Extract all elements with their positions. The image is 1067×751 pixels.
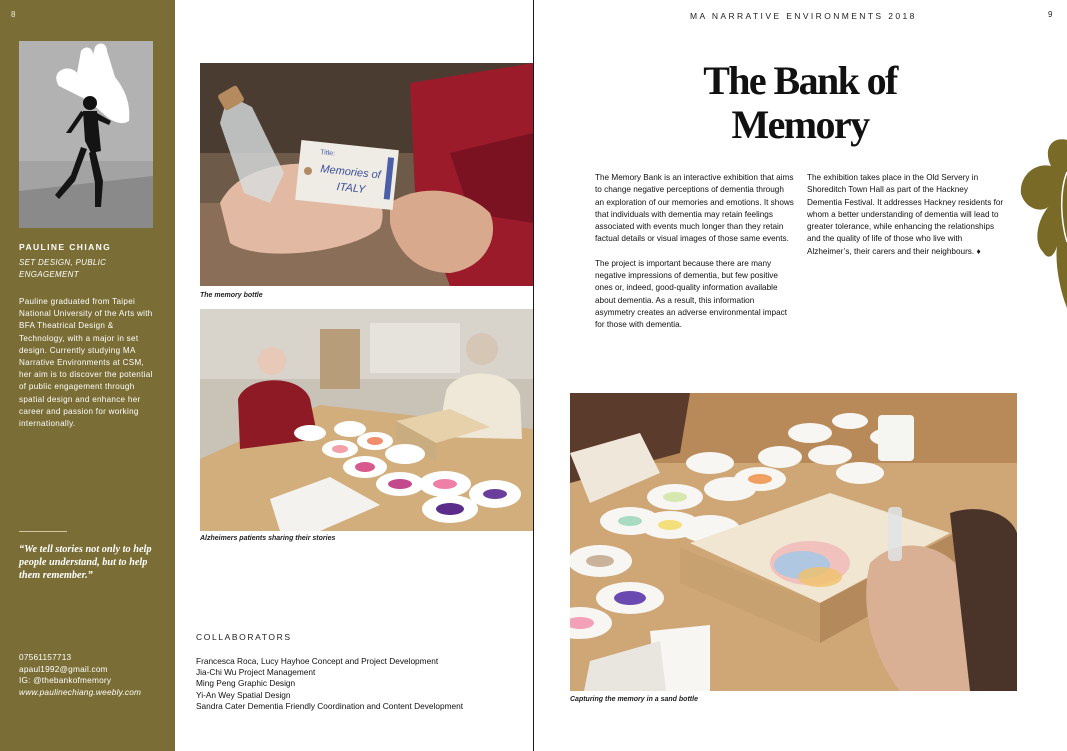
contact-email[interactable]: apaul1992@gmail.com [19,663,108,674]
profile-quote: “We tell stories not only to help people understand, but to help them remember.” [19,544,152,581]
profile-bio: Pauline graduated from Taipei National University of the Arts with BFA Theatrical Design & Technology, with a major in set design. Currently studying MA Narrative Environments at CSM, her aim is to discover the potential of public engagement through spatial design and enhance her career and passion for working internationally. [19,297,153,429]
patients-photo [200,309,533,531]
article-title [640,59,960,147]
contact-block [19,652,141,699]
profile-name: PAULINE CHIANG [19,242,112,252]
tag-line-1: Memories of [319,163,382,182]
collaborator-item: Yi-An Wey Spatial Design [196,689,291,700]
collaborator-item: Ming Peng Graphic Design [196,678,296,689]
memory-bottle-photo [200,63,533,286]
paragraph-3: The exhibition takes place in the Old Servery in Shoreditch Town Hall as part of the Hackney Dementia Festival. It addresses Hackney residents for whom a better understanding of dementia will lead to greater tolerance, while enhancing the relationships and the quality of life of those who live with Alzheimer’s, their carers and their neighbours. ♦ [807,173,1004,256]
tag-title: Title: [319,149,336,158]
article-column-right [807,172,1005,270]
portrait-photo [19,41,153,228]
page-number-right: 9 [1048,10,1053,19]
contact-website[interactable]: www.paulinechiang.weebly.com [19,687,142,698]
article-column-left [595,172,795,344]
patients-caption: Alzheimers patients sharing their stories [200,535,336,542]
collaborators-list [196,656,526,712]
quote-divider [19,531,67,532]
profile-sidebar [0,0,175,751]
title-line-2: Memory [731,102,869,147]
collaborator-item: Francesca Roca, Lucy Hayhoe Concept and Project Development [196,656,439,666]
magazine-header: MA NARRATIVE ENVIRONMENTS 2018 [690,11,917,21]
tag-line-2: ITALY [336,181,366,196]
paragraph-1: The Memory Bank is an interactive exhibition that aims to change negative perceptions of dementia through an exploration of our memories and emotions. It shows that individuals with dementia may retain feelings associated with events much longer than they retain factual details or visual images of those same events. [595,173,794,244]
bottle-caption: The memory bottle [200,292,263,299]
collaborators-heading: COLLABORATORS [196,632,292,642]
title-line-1: The Bank of [703,58,897,103]
page-number-left: 8 [11,10,16,19]
leaf-decoration [1015,132,1067,314]
sand-caption: Capturing the memory in a sand bottle [570,696,698,703]
sand-bottle-photo [570,393,1017,691]
collaborator-item: Sandra Cater Dementia Friendly Coordination and Content Development [196,700,464,711]
contact-phone: 07561157713 [19,652,72,662]
contact-instagram[interactable]: IG: @thebankofmemory [19,675,112,686]
spine-divider [533,0,534,751]
collaborator-item: Jia-Chi Wu Project Management [196,667,316,678]
paragraph-2: The project is important because there are many negative impressions of dementia, but few positive ones or, indeed, good-quality information available about dementia. As a result, this information asymmetry creates an adverse environmental impact for those with dementia. [595,258,788,330]
profile-role: SET DESIGN, PUBLIC ENGAGEMENT [19,258,107,279]
